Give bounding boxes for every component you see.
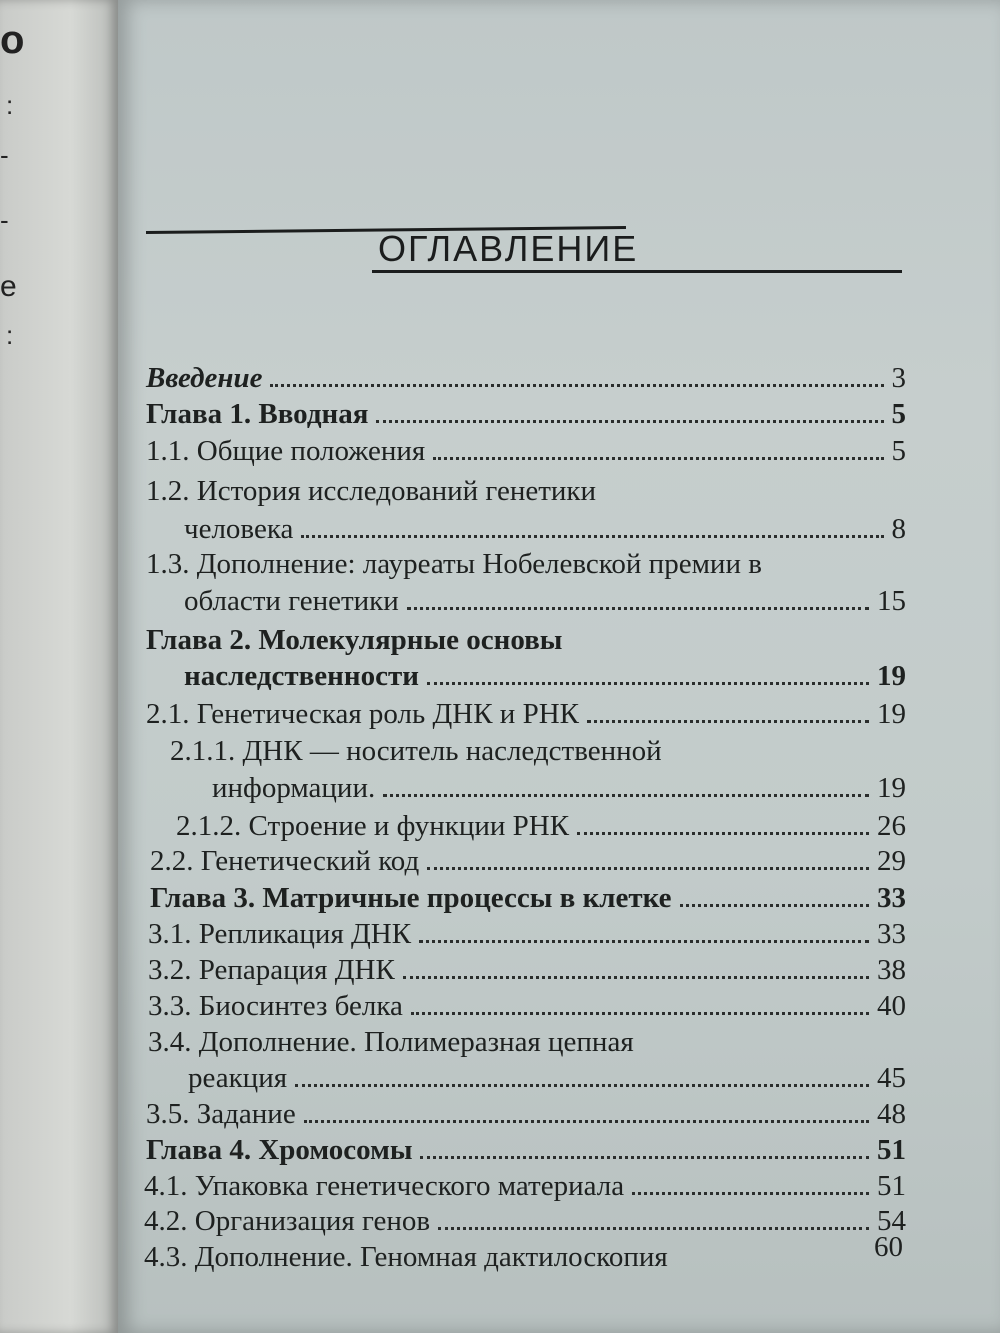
toc-page-number: 45	[877, 1062, 906, 1094]
toc-section-1-2-line1[interactable]: 1.2. История исследований генетики	[146, 475, 597, 507]
toc-page-number: 19	[877, 660, 906, 692]
toc-section-4-3[interactable]	[144, 1231, 903, 1273]
toc-section-2-1-1-line1[interactable]: 2.1.1. ДНК — носитель наследственной	[170, 735, 662, 767]
leader-dots	[403, 976, 869, 979]
adjacent-page-fragment: -	[0, 140, 9, 170]
toc-entry-label: 4.2. Организация генов	[144, 1205, 431, 1237]
leader-dots	[420, 1156, 869, 1159]
toc-page-number: 8	[891, 513, 906, 545]
toc-entry-label: 3.1. Репликация ДНК	[148, 918, 412, 950]
leader-dots	[407, 607, 869, 610]
leader-dots	[301, 535, 883, 538]
adjacent-page-fragment: o	[0, 18, 25, 62]
toc-section-3-1[interactable]	[148, 920, 906, 949]
toc-entry-label: информации.	[212, 772, 376, 804]
toc-entry-label: области генетики	[184, 585, 399, 617]
toc-page-number: 33	[877, 882, 906, 914]
leader-dots	[411, 1012, 869, 1015]
toc-entry-label: 3.3. Биосинтез белка	[148, 990, 403, 1022]
leader-dots	[383, 794, 869, 797]
leader-dots	[270, 384, 883, 387]
toc-page-number: 33	[877, 918, 906, 950]
leader-dots	[304, 1120, 869, 1123]
leader-dots	[419, 940, 869, 943]
toc-section-3-5[interactable]	[146, 1100, 906, 1129]
leader-dots	[427, 867, 869, 870]
toc-page-number: 48	[877, 1098, 906, 1130]
leader-dots	[427, 682, 869, 685]
leader-dots	[295, 1084, 869, 1087]
toc-entry-label: 3.5. Задание	[146, 1098, 296, 1130]
toc-page-number: 60	[874, 1231, 903, 1263]
leader-dots	[632, 1192, 869, 1195]
toc-chapter-2-line1[interactable]: Глава 2. Молекулярные основы	[146, 624, 563, 656]
toc-page-number: 5	[891, 435, 906, 467]
toc-entry-label: 4.1. Упаковка генетического материала	[144, 1170, 625, 1202]
adjacent-page-fragment: -	[0, 205, 9, 235]
toc-page-number: 40	[877, 990, 906, 1022]
toc-entry-label: реакция	[188, 1062, 288, 1094]
toc-section-4-1[interactable]	[144, 1172, 906, 1201]
toc-page-number: 19	[877, 772, 906, 804]
toc-section-4-2[interactable]	[144, 1207, 906, 1236]
page-title: ОГЛАВЛЕНИЕ	[378, 228, 639, 269]
toc-section-3-4[interactable]	[188, 1064, 906, 1093]
toc-page-number: 51	[877, 1134, 906, 1166]
toc-entry-label: 2.1. Генетическая роль ДНК и РНК	[146, 698, 579, 730]
toc-section-2-2[interactable]	[150, 847, 906, 876]
leader-dots	[438, 1227, 869, 1230]
toc-page-number: 26	[877, 810, 906, 842]
leader-dots	[577, 832, 869, 835]
toc-entry-label: Глава 3. Матричные процессы в клетке	[150, 882, 672, 914]
toc-section-2-1-1[interactable]	[212, 774, 906, 803]
leader-dots	[376, 420, 883, 423]
toc-entry-intro[interactable]	[146, 364, 906, 393]
toc-page-number: 54	[877, 1205, 906, 1237]
toc-section-1-3-line1[interactable]: 1.3. Дополнение: лауреаты Нобелевской премии в	[146, 548, 762, 580]
toc-page-number: 29	[877, 845, 906, 877]
toc-entry-label: человека	[184, 513, 294, 545]
toc-section-3-4-line1[interactable]: 3.4. Дополнение. Полимеразная цепная	[148, 1026, 634, 1058]
toc-section-1-3[interactable]	[184, 587, 906, 616]
leader-dots	[680, 904, 869, 907]
toc-section-2-1-2[interactable]	[176, 812, 906, 841]
toc-page-number: 19	[877, 698, 906, 730]
adjacent-page-fragment: :	[6, 320, 14, 350]
toc-entry-label: наследственности	[184, 660, 419, 692]
adjacent-page-fragment: :	[6, 90, 14, 120]
toc-chapter-3[interactable]	[150, 884, 906, 913]
toc-entry-label: 4.3. Дополнение. Геномная дактилоскопия	[144, 1241, 668, 1273]
toc-section-2-1[interactable]	[146, 700, 906, 729]
leader-dots	[433, 457, 883, 460]
toc-section-1-1[interactable]	[146, 437, 906, 466]
toc-page-number: 38	[877, 954, 906, 986]
toc-entry-label: 2.2. Генетический код	[150, 845, 420, 877]
leader-dots	[587, 720, 869, 723]
toc-chapter-2[interactable]	[184, 662, 906, 691]
toc-page-number: 3	[891, 362, 906, 394]
adjacent-page-fragment: e	[0, 270, 17, 303]
toc-entry-label: 3.2. Репарация ДНК	[148, 954, 395, 986]
toc-section-3-2[interactable]	[148, 956, 906, 985]
toc-entry-label: 1.1. Общие положения	[146, 435, 426, 467]
toc-entry-label: Введение	[146, 362, 263, 394]
toc-chapter-4[interactable]	[146, 1136, 906, 1165]
toc-page-number: 51	[877, 1170, 906, 1202]
toc-chapter-1[interactable]	[146, 400, 906, 429]
toc-section-3-3[interactable]	[148, 992, 906, 1021]
toc-entry-label: Глава 1. Вводная	[146, 398, 369, 430]
toc-page-number: 15	[877, 585, 906, 617]
toc-section-1-2[interactable]	[184, 515, 906, 544]
toc-entry-label: 2.1.2. Строение и функции РНК	[176, 810, 570, 842]
toc-entry-label: Глава 4. Хромосомы	[146, 1134, 413, 1166]
toc-page-number: 5	[891, 398, 906, 430]
